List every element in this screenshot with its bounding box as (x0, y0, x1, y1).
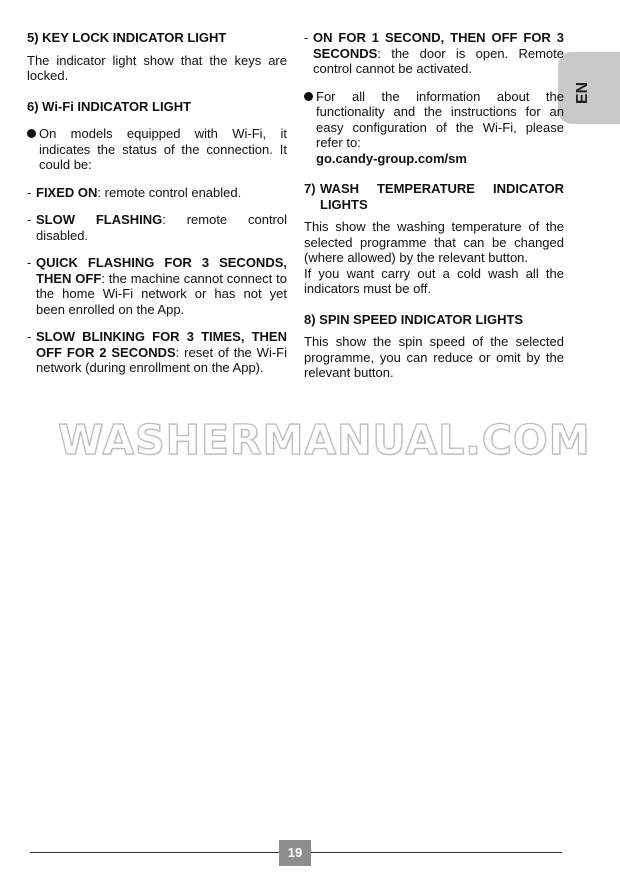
bullet-dot-icon (27, 129, 36, 138)
left-column (27, 30, 287, 376)
right-column (304, 30, 564, 381)
status-label: SLOW FLASHING (36, 212, 163, 227)
info-bullet (304, 89, 564, 167)
status-desc: : the door is open. Remote control cannot be activated. (313, 45, 564, 76)
status-item-on-1-second (304, 30, 564, 77)
section-5-text: The indicator light show that the keys are locked. (27, 52, 287, 83)
page-number: 19 (279, 840, 311, 866)
section-8-text: This show the spin speed of the selected programme, you can reduce or omit by the relevant button. (304, 334, 564, 380)
section-7-title-text: WASH TEMPERATURE INDICATOR (320, 181, 564, 196)
dash-mark: - (27, 255, 32, 270)
section-7-text-1: This show the washing temperature of the selected programme that can be changed (where allowed) by the relevant button. (304, 219, 564, 265)
section-6-title: 6) Wi-Fi INDICATOR LIGHT (27, 98, 192, 114)
status-label: SLOW BLINKING FOR 3 TIMES, THEN OFF FOR 2 SECONDS (36, 329, 287, 360)
dash-mark: - (27, 329, 32, 344)
wifi-intro-bullet (27, 126, 287, 173)
status-item-slow-flashing (27, 212, 287, 243)
dash-mark: - (304, 30, 309, 45)
status-label: ON FOR 1 SECOND, THEN OFF FOR 3 SECONDS (313, 30, 564, 61)
dash-mark: - (27, 184, 32, 200)
section-7-text-2: If you want carry out a cold wash all the indicators must be off. (304, 265, 564, 296)
dash-mark: - (27, 212, 32, 227)
status-item-slow-blinking (27, 329, 287, 376)
language-label: EN (574, 81, 591, 105)
section-5-title: 5) KEY LOCK INDICATOR LIGHT (27, 30, 227, 45)
status-desc: : remote control enabled. (97, 184, 242, 200)
section-7-title: 7) WASH TEMPERATURE INDICATOR (304, 181, 564, 196)
status-label: QUICK FLASHING FOR 3 SECONDS, THEN OFF (36, 255, 287, 286)
status-item-quick-flashing (27, 255, 287, 317)
wifi-intro-text: On models equipped with Wi-Fi, it indicates the status of the connection. It could be: (39, 126, 287, 172)
status-desc: : remote control disabled. (36, 212, 287, 243)
status-label: FIXED ON (36, 184, 98, 200)
section-8-title: 8) SPIN SPEED INDICATOR LIGHTS (304, 311, 524, 327)
status-desc: : the machine cannot connect to the home Wi-Fi network or has not yet been enrolled on the App. (36, 270, 287, 317)
watermark: WASHERMANUAL.COM (58, 416, 591, 464)
footer-rule-left (30, 852, 279, 853)
status-desc: : reset of the Wi-Fi network (during enrollment on the App). (36, 344, 287, 375)
bullet-dot-icon (304, 92, 313, 101)
status-item-fixed-on (27, 185, 287, 201)
language-tab (558, 52, 620, 124)
info-link[interactable]: go.candy-group.com/sm (316, 150, 467, 166)
info-text: For all the information about the functionality and the instructions for an easy configuration of the Wi-Fi, please refer to: (316, 88, 564, 150)
section-7-title-cont: LIGHTS (320, 196, 368, 212)
footer-rule-right (311, 852, 562, 853)
